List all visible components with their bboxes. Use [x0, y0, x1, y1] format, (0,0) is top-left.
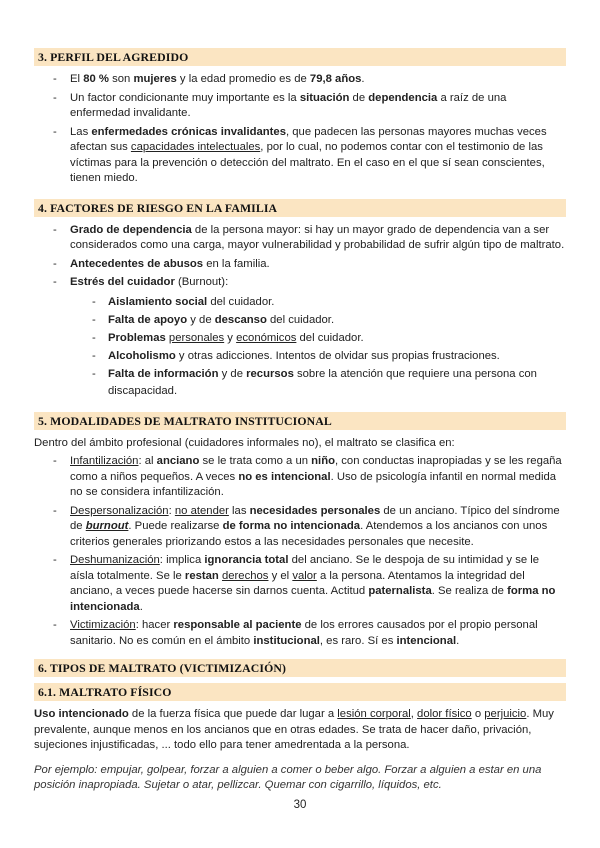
section-5-header: 5. MODALIDADES DE MALTRATO INSTITUCIONAL: [34, 412, 566, 430]
section-5-intro: Dentro del ámbito profesional (cuidadores informales no), el maltrato se clasifica en:: [34, 436, 455, 449]
page-number: 30: [293, 799, 307, 811]
section-5-list: [34, 454, 566, 649]
sub-list-item: - Problemas personales y económicos del cuidador.: [34, 330, 566, 347]
section-4-header: 4. FACTORES DE RIESGO EN LA FAMILIA: [34, 199, 566, 217]
list-item: - Victimización: hacer responsable al paciente de los errores causados por el propio personal sanitario. No es común en el ámbito institucional, es raro. Sí es intencional.: [34, 618, 566, 649]
list-item: - Antecedentes de abusos en la familia.: [34, 257, 566, 273]
list-item: - Las enfermedades crónicas invalidantes, que padecen las personas mayores muchas veces afectan sus capacidades intelectuales, por lo cual, no podemos contar con el testimonio de las víctimas para la prevención o detección del maltrato. En el caso en el que sí sean conscientes, tienen miedo.: [34, 125, 566, 187]
section-6-1-paragraph: Uso intencionado de la fuerza física que puede dar lugar a lesión corporal, dolor físico o perjuicio. Muy prevalente, aunque menos en los ancianos que en otras edades. Se trata de hacer daño, privación, sujeciones injustificadas, ... todo ello para tener amedrentada a la persona.: [34, 708, 554, 751]
list-item: - El 80 % son mujeres y la edad promedio es de 79,8 años.: [34, 72, 566, 88]
list-item: - Un factor condicionante muy importante es la situación de dependencia a raíz de una enfermedad invalidante.: [34, 91, 566, 122]
sub-list-item: - Falta de información y de recursos sobre la atención que requiere una persona con discapacidad.: [34, 366, 566, 400]
section-6-1-header: 6.1. MALTRATO FÍSICO: [34, 683, 566, 701]
section-6-1-example: Por ejemplo: empujar, golpear, forzar a alguien a comer o beber algo. Forzar a alguien a estar en una posición inapropiada. Sujetar o atar, pellizcar. Quemar con cigarrillo, líquidos, etc.: [34, 763, 542, 791]
list-item: - Despersonalización: no atender las necesidades personales de un anciano. Típico del síndrome de burnout. Puede realizarse de forma no intencionada. Atendemos a los ancianos con unos criterios generales priorizando estos a las necesidades personales que necesite.: [34, 504, 566, 551]
sub-list-item: - Falta de apoyo y de descanso del cuidador.: [34, 312, 566, 329]
document-page: [34, 48, 566, 794]
section-3-list: [34, 72, 566, 187]
section-4-list: [34, 223, 566, 400]
sub-list-item: - Alcoholismo y otras adicciones. Intentos de olvidar sus propias frustraciones.: [34, 348, 566, 365]
section-6-header: 6. TIPOS DE MALTRATO (VICTIMIZACIÓN): [34, 659, 566, 677]
sub-list-item: - Aislamiento social del cuidador.: [34, 294, 566, 311]
list-item: - Deshumanización: implica ignorancia total del anciano. Se le despoja de su intimidad y se le aísla totalmente. Se le restan derechos y el valor a la persona. Atentamos la integridad del anciano, a veces puede hacerse sin darnos cuenta. Actitud paternalista. Se realiza de forma no intencionada.: [34, 553, 566, 615]
list-item: - Grado de dependencia de la persona mayor: si hay un mayor grado de dependencia van a ser considerados como una carga, mayor vulnerabilidad y probabilidad de sufrir algún tipo de maltrato.: [34, 223, 566, 254]
section-3-header: 3. PERFIL DEL AGREDIDO: [34, 48, 566, 66]
list-item: - Estrés del cuidador (Burnout):: [34, 275, 566, 291]
list-item: - Infantilización: al anciano se le trata como a un niño, con conductas inapropiadas y se les regaña como a niños pequeños. A veces no es intencional. Uso de psicología infantil en normal medida no se considera infantilización.: [34, 454, 566, 501]
